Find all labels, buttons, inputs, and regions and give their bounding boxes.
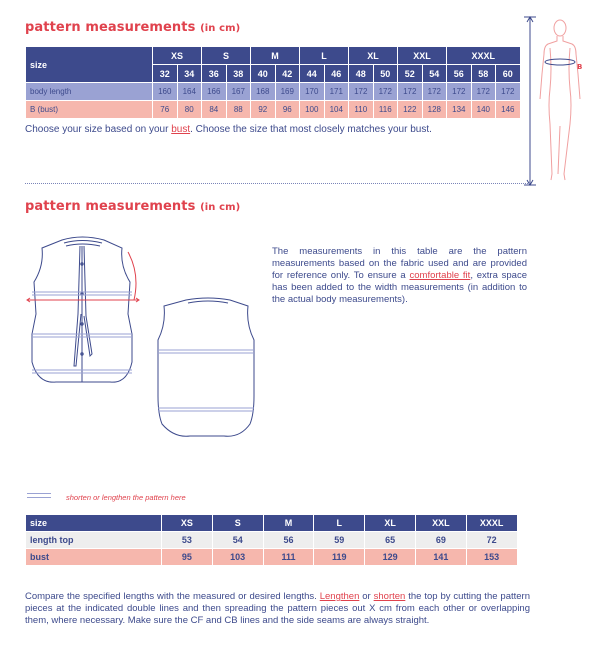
shorten-link[interactable]: shorten [373,591,406,602]
title-unit: (in cm) [200,202,241,213]
body-measurements-table [25,46,521,119]
note-text: . Choose the size that most closely matches your bust. [190,124,432,135]
garment-front-illustration [22,234,144,394]
size-xxxl: XXXL [466,515,517,532]
row-label: bust [26,549,162,566]
size-number: 56 [447,65,472,83]
size-number: 42 [275,65,300,83]
table-cell: 116 [373,101,398,119]
section-divider [25,183,530,184]
table-cell: 128 [422,101,447,119]
size-xxl: XXL [415,515,466,532]
size-s: S [202,47,251,65]
title-text: pattern measurements [25,199,196,214]
table-cell: 169 [275,83,300,101]
adjustment-instructions [25,591,530,627]
size-number: 32 [153,65,178,83]
table-cell: 172 [349,83,374,101]
table-cell: 103 [212,549,263,566]
table-cell: 88 [226,101,251,119]
table-cell: 172 [422,83,447,101]
pattern-measurements-table [25,514,518,566]
row-label: body length [26,83,153,101]
section1-title [25,20,240,35]
table-cell: 160 [153,83,178,101]
table-cell: 72 [466,532,517,549]
size-note [25,124,432,136]
table-cell: 59 [314,532,365,549]
table-cell: 172 [496,83,521,101]
table-cell: 84 [202,101,227,119]
size-xxxl: XXXL [447,47,521,65]
table-cell: 140 [471,101,496,119]
size-number: 34 [177,65,202,83]
table-cell: 69 [415,532,466,549]
size-m: M [251,47,300,65]
table-cell: 153 [466,549,517,566]
table-cell: 96 [275,101,300,119]
size-number: 46 [324,65,349,83]
size-number: 54 [422,65,447,83]
title-unit: (in cm) [200,23,241,34]
size-xxl: XXL [398,47,447,65]
table-cell: 146 [496,101,521,119]
foot-text: or [359,591,374,602]
table-cell: 134 [447,101,472,119]
table-cell: 172 [373,83,398,101]
size-m: M [263,515,314,532]
row-label: B (bust) [26,101,153,119]
size-number: 44 [300,65,325,83]
table-cell: 95 [162,549,213,566]
pattern-description [272,246,527,306]
table-cell: 80 [177,101,202,119]
bust-link[interactable]: bust [171,124,191,135]
table-cell: 129 [365,549,416,566]
table-cell: 172 [471,83,496,101]
foot-text: Compare the specified lengths with the measured or desired lengths. [25,591,320,602]
table-cell: 111 [263,549,314,566]
size-number: 36 [202,65,227,83]
table-cell: 119 [314,549,365,566]
table-cell: 166 [202,83,227,101]
table-cell: 122 [398,101,423,119]
table-cell: 100 [300,101,325,119]
size-xs: XS [162,515,213,532]
table-cell: 65 [365,532,416,549]
size-number: 60 [496,65,521,83]
size-number: 58 [471,65,496,83]
size-number: 48 [349,65,374,83]
table-cell: 53 [162,532,213,549]
size-number: 50 [373,65,398,83]
legend-text: shorten or lengthen the pattern here [66,493,186,502]
foot-text: the top by cutting the pattern pieces at the indicated double lines and then spreading the pattern pieces out X cm from each other or overlapping them, where necessary. Make sure the CF and CB lines and the side seams are always straight. [25,591,531,626]
table-cell: 172 [398,83,423,101]
table-cell: 172 [447,83,472,101]
figure-bust-label: B [577,63,583,71]
desc-text: The measurements in this table are the pattern measurements based on the fabric used and are provided for reference only. To ensure a [272,246,527,281]
desc-text: , extra space has been added to the width measurements (in addition to the actual body measurements). [272,270,527,305]
table-cell: 167 [226,83,251,101]
size-number: 52 [398,65,423,83]
table-cell: 171 [324,83,349,101]
comfortable-fit-link[interactable]: comfortable fit [409,270,471,281]
size-number: 40 [251,65,276,83]
table-cell: 170 [300,83,325,101]
table-cell: 76 [153,101,178,119]
title-text: pattern measurements [25,20,196,35]
table-cell: 54 [212,532,263,549]
body-figure [520,14,590,189]
table-cell: 56 [263,532,314,549]
size-header: size [26,515,162,532]
size-xl: XL [349,47,398,65]
size-s: S [212,515,263,532]
size-xl: XL [365,515,416,532]
note-text: Choose your size based on your [25,124,172,135]
garment-back-illustration [150,296,268,446]
table-cell: 110 [349,101,374,119]
row-label: length top [26,532,162,549]
lengthen-link[interactable]: Lengthen [319,591,360,602]
size-l: L [314,515,365,532]
table-cell: 92 [251,101,276,119]
size-l: L [300,47,349,65]
double-line-legend-icon [27,493,51,498]
size-header: size [26,47,153,83]
section2-title [25,199,240,214]
table-cell: 141 [415,549,466,566]
size-number: 38 [226,65,251,83]
table-cell: 168 [251,83,276,101]
table-cell: 164 [177,83,202,101]
table-cell: 104 [324,101,349,119]
size-xs: XS [153,47,202,65]
